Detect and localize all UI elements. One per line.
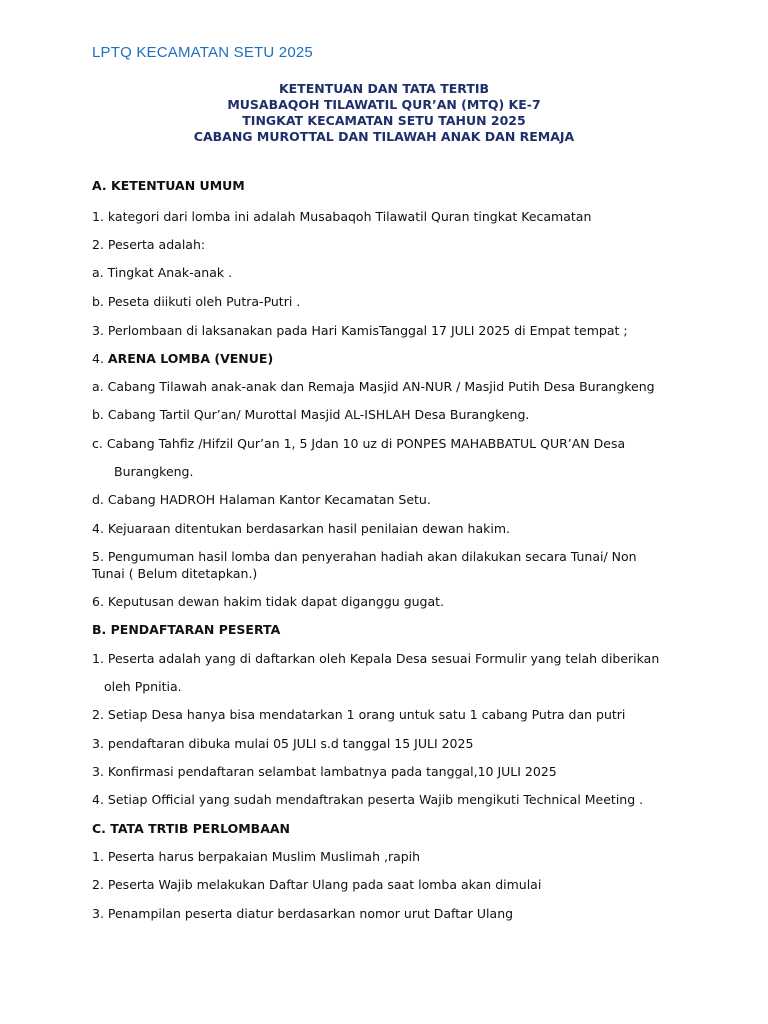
section-c-heading: C. TATA TRTIB PERLOMBAAN <box>92 821 291 836</box>
section-a-item-3: a. Tingkat Anak-anak . <box>92 265 233 280</box>
section-b-item-1: 1. Peserta adalah yang di daftarkan oleh Kepala Desa sesuai Formulir yang telah diberikan <box>92 651 660 666</box>
arena-item-c: c. Cabang Tahfiz /Hifzil Qur’an 1, 5 Jdan 10 uz di PONPES MAHABBATUL QUR’AN Desa <box>92 436 626 451</box>
arena-heading-row <box>92 351 273 367</box>
section-c-item-1: 1. Peserta harus berpakaian Muslim Muslimah ,rapih <box>92 849 421 864</box>
section-a-heading: A. KETENTUAN UMUM <box>92 178 245 193</box>
section-a-item-1: 1. kategori dari lomba ini adalah Musabaqoh Tilawatil Quran tingkat Kecamatan <box>92 209 592 224</box>
section-a-item-5: 3. Perlombaan di laksanakan pada Hari KamisTanggal 17 JULI 2025 di Empat tempat ; <box>92 323 628 338</box>
title-line-3: TINGKAT KECAMATAN SETU TAHUN 2025 <box>242 113 526 128</box>
arena-number: 4. <box>92 351 108 366</box>
section-b-item-5: 4. Setiap Official yang sudah mendaftrakan peserta Wajib mengikuti Technical Meeting . <box>92 792 644 807</box>
arena-item-c-continued: Burangkeng. <box>114 464 194 479</box>
section-b-heading: B. PENDAFTARAN PESERTA <box>92 622 281 637</box>
section-a-item-4: b. Peseta diikuti oleh Putra-Putri . <box>92 294 301 309</box>
document-title <box>0 81 768 145</box>
arena-item-b: b. Cabang Tartil Qur’an/ Murottal Masjid AL-ISHLAH Desa Burangkeng. <box>92 407 530 422</box>
arena-item-a: a. Cabang Tilawah anak-anak dan Remaja Masjid AN-NUR / Masjid Putih Desa Burangkeng <box>92 379 655 394</box>
arena-item-4: 4. Kejuaraan ditentukan berdasarkan hasil penilaian dewan hakim. <box>92 521 510 536</box>
section-b-item-4: 3. Konfirmasi pendaftaran selambat lambatnya pada tanggal,10 JULI 2025 <box>92 764 557 779</box>
title-line-4: CABANG MUROTTAL DAN TILAWAH ANAK DAN REMAJA <box>193 129 575 144</box>
section-a-item-2: 2. Peserta adalah: <box>92 237 206 252</box>
arena-heading: ARENA LOMBA (VENUE) <box>107 351 274 366</box>
section-c-item-2: 2. Peserta Wajib melakukan Daftar Ulang pada saat lomba akan dimulai <box>92 877 542 892</box>
section-b-item-1-continued: oleh Ppnitia. <box>104 679 182 694</box>
section-b-item-3: 3. pendaftaran dibuka mulai 05 JULI s.d tanggal 15 JULI 2025 <box>92 736 474 751</box>
arena-item-5: 5. Pengumuman hasil lomba dan penyerahan hadiah akan dilakukan secara Tunai/ Non <box>92 549 637 564</box>
document-header: LPTQ KECAMATAN SETU 2025 <box>92 44 313 61</box>
arena-item-5-continued: Tunai ( Belum ditetapkan.) <box>92 566 258 581</box>
arena-item-6: 6. Keputusan dewan hakim tidak dapat diganggu gugat. <box>92 594 445 609</box>
arena-item-d: d. Cabang HADROH Halaman Kantor Kecamatan Setu. <box>92 492 431 507</box>
title-line-2: MUSABAQOH TILAWATIL QUR’AN (MTQ) KE-7 <box>227 97 541 112</box>
title-line-1: KETENTUAN DAN TATA TERTIB <box>278 81 490 96</box>
section-c-item-3: 3. Penampilan peserta diatur berdasarkan nomor urut Daftar Ulang <box>92 906 514 921</box>
section-b-item-2: 2. Setiap Desa hanya bisa mendatarkan 1 orang untuk satu 1 cabang Putra dan putri <box>92 707 626 722</box>
